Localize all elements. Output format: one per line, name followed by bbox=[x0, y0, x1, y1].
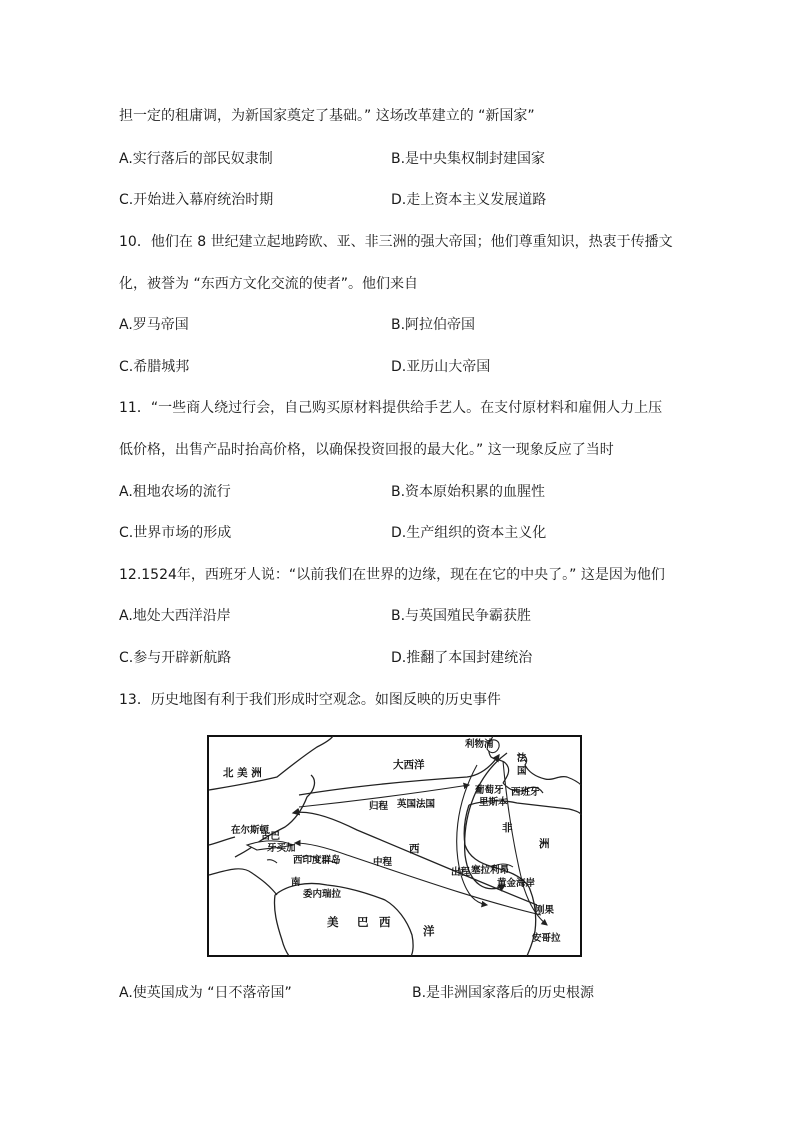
q11-stem-line1: 11．“一些商人绕过行会，自己购买原材料提供给手艺人。在支付原材料和雇佣人力上压 bbox=[119, 400, 663, 416]
label-spain: 西班牙 bbox=[511, 787, 540, 798]
label-sierra-leone: 塞拉利昂 bbox=[471, 865, 510, 876]
label-south-nan: 南 bbox=[291, 877, 301, 888]
q11-option-b[interactable]: B.资本原始积累的血腥性 bbox=[391, 484, 546, 500]
q10-stem-line1: 10．他们在 8 世纪建立起地跨欧、亚、非三洲的强大帝国；他们尊重知识，热衷于传播文 bbox=[119, 234, 673, 250]
label-africa-zhou: 洲 bbox=[539, 838, 550, 850]
label-africa-fei: 非 bbox=[502, 822, 513, 834]
q12-option-a[interactable]: A.地处大西洋沿岸 bbox=[119, 608, 231, 624]
label-middle-passage: 中程 bbox=[373, 857, 393, 868]
q10-option-d[interactable]: D.亚历山大帝国 bbox=[391, 359, 491, 375]
label-cuba: 古巴 bbox=[261, 831, 281, 842]
q9-option-a[interactable]: A.实行落后的部民奴隶制 bbox=[119, 151, 273, 167]
label-england-france: 英国法国 bbox=[397, 799, 436, 810]
q10-stem-line2: 化，被誉为 “东西方文化交流的使者”。他们来自 bbox=[119, 276, 418, 292]
q9-option-c[interactable]: C.开始进入幕府统治时期 bbox=[119, 192, 274, 208]
label-west-indies: 西印度群岛 bbox=[293, 855, 341, 866]
q11-option-a[interactable]: A.租地农场的流行 bbox=[119, 484, 231, 500]
label-jamestown: 在尔斯顿 bbox=[231, 825, 270, 836]
label-france-2: 国 bbox=[517, 766, 527, 777]
q12-option-b[interactable]: B.与英国殖民争霸获胜 bbox=[391, 608, 532, 624]
q9-option-d[interactable]: D.走上资本主义发展道路 bbox=[391, 192, 547, 208]
label-angola: 安哥拉 bbox=[532, 933, 561, 944]
q11-option-c[interactable]: C.世界市场的形成 bbox=[119, 525, 232, 541]
label-return-route: 归程 bbox=[369, 801, 389, 812]
label-gold-coast: 黄金海岸 bbox=[497, 878, 536, 889]
label-france-1: 法 bbox=[517, 753, 527, 764]
label-north-america: 北 美 洲 bbox=[223, 767, 262, 779]
q10-option-b[interactable]: B.阿拉伯帝国 bbox=[391, 317, 476, 333]
q9-option-b[interactable]: B.是中央集权制封建国家 bbox=[391, 151, 546, 167]
triangular-trade-map bbox=[207, 735, 582, 957]
label-atlantic: 大西洋 bbox=[393, 759, 425, 771]
q12-option-c[interactable]: C.参与开辟新航路 bbox=[119, 650, 232, 666]
label-venezuela: 委内瑞拉 bbox=[303, 889, 342, 900]
label-ocean-yang: 洋 bbox=[423, 924, 437, 938]
q13-option-b[interactable]: B.是非洲国家落后的历史根源 bbox=[412, 985, 595, 1001]
label-west: 西 bbox=[409, 843, 420, 855]
q13-stem: 13．历史地图有利于我们形成时空观念。如图反映的历史事件 bbox=[119, 692, 501, 708]
label-outbound: 出程 bbox=[451, 867, 471, 878]
label-portugal: 葡萄牙 bbox=[475, 785, 504, 796]
q11-stem-line2: 低价格，出售产品时抬高价格，以确保投资回报的最大化。” 这一现象反应了当时 bbox=[119, 442, 614, 458]
q12-stem: 12.1524年，西班牙人说：“以前我们在世界的边缘，现在在它的中央了。” 这是因为他们 bbox=[119, 567, 665, 583]
label-jamaica: 牙买加 bbox=[267, 843, 296, 854]
label-america-mei: 美 bbox=[327, 915, 341, 929]
q12-option-d[interactable]: D.推翻了本国封建统治 bbox=[391, 650, 533, 666]
q11-option-d[interactable]: D.生产组织的资本主义化 bbox=[391, 525, 547, 541]
label-congo: 刚果 bbox=[535, 905, 555, 916]
q13-option-a[interactable]: A.使英国成为 “日不落帝国” bbox=[119, 985, 292, 1001]
label-brazil-ba: 巴 bbox=[357, 915, 371, 929]
label-sa-xi: 西 bbox=[379, 915, 393, 929]
label-lisbon: 里斯本 bbox=[479, 797, 508, 808]
q10-option-a[interactable]: A.罗马帝国 bbox=[119, 317, 189, 333]
q10-option-c[interactable]: C.希腊城邦 bbox=[119, 359, 190, 375]
label-liverpool: 利物浦 bbox=[465, 739, 494, 750]
q9-stem: 担一定的租庸调，为新国家奠定了基础。” 这场改革建立的 “新国家” bbox=[119, 108, 535, 124]
